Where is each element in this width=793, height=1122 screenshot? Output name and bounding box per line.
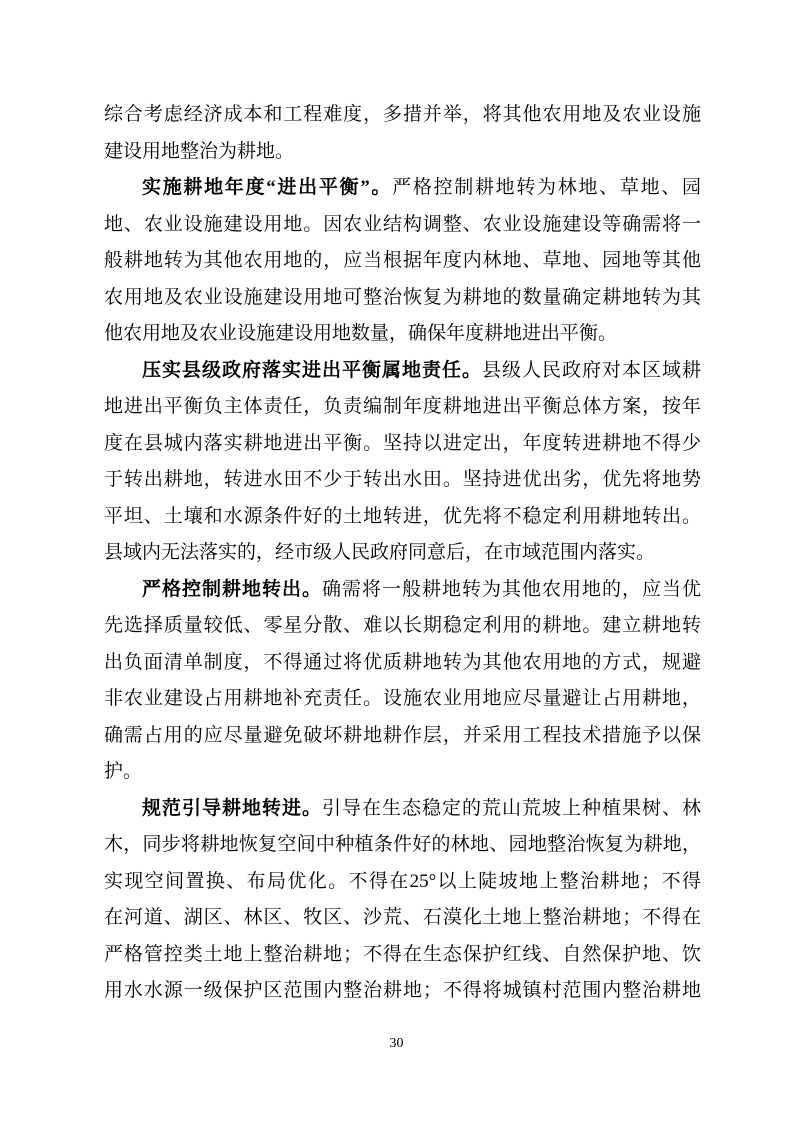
text-line: 般耕地转为其他农用地的，应当根据年度内林地、草地、园地等其他 [104,250,701,271]
page-number: 30 [389,1036,404,1051]
text-line: 出负面清单制度，不得通过将优质耕地转为其他农用地的方式，规避 [104,651,701,673]
page-footer [0,1034,793,1054]
text-line: 于转出耕地，转进水田不少于转出水田。坚持进优出劣，优先将地势 [104,469,701,490]
text-line: 县域内无法落实的，经市级人民政府同意后，在市域范围内落实。 [104,542,656,563]
text-line: 木，同步将耕地恢复空间中种植条件好的林地、园地整治恢复为耕地， [104,834,701,855]
text-line: 严格管控类土地上整治耕地；不得在生态保护红线、自然保护地、饮 [104,943,701,965]
text-line: 压实县级政府落实进出平衡属地责任。县级人民政府对本区域耕 [142,359,701,381]
text-line: 在河道、湖区、林区、牧区、沙荒、石漠化土地上整治耕地；不得在 [104,907,701,928]
text-line: 实施耕地年度“进出平衡”。严格控制耕地转为林地、草地、园 [142,177,701,198]
document-body [104,97,701,1010]
paragraph-lead: 实施耕地年度“进出平衡”。 [142,177,393,198]
text-line: 地进出平衡负主体责任，负责编制年度耕地进出平衡总体方案，按年 [104,396,701,417]
paragraph-lead: 规范引导耕地转进。 [142,797,322,819]
text-line: 确需占用的应尽量避免破坏耕地耕作层，并采用工程技术措施予以保 [104,724,701,746]
text-line: 规范引导耕地转进。引导在生态稳定的荒山荒坡上种植果树、林 [142,797,701,819]
text-line: 地、农业设施建设用地。因农业结构调整、农业设施建设等确需将一 [104,213,701,235]
text-line: 严格控制耕地转出。确需将一般耕地转为其他农用地的，应当优 [142,578,701,600]
text-line: 先选择质量较低、零星分散、难以长期稳定利用的耕地。建立耕地转 [104,615,701,636]
text-line: 综合考虑经济成本和工程难度，多措并举，将其他农用地及农业设施 [104,104,701,125]
text-line: 非农业建设占用耕地补充责任。设施农业用地应尽量避让占用耕地， [104,688,701,709]
text-line: 用水水源一级保护区范围内整治耕地；不得将城镇村范围内整治耕地 [104,980,701,1001]
text-line: 护。 [104,761,143,782]
text-line: 实现空间置换、布局优化。不得在25°以上陡坡地上整治耕地；不得 [104,870,701,892]
text-line: 平坦、土壤和水源条件好的土地转进，优先将不稳定利用耕地转出。 [104,505,701,527]
text-line: 建设用地整治为耕地。 [104,140,295,162]
paragraph-lead: 压实县级政府落实进出平衡属地责任。 [142,359,482,381]
paragraph-lead: 严格控制耕地转出。 [142,578,322,600]
text-line: 度在县城内落实耕地进出平衡。坚持以进定出，年度转进耕地不得少 [104,432,701,454]
text-line: 他农用地及农业设施建设用地数量，确保年度耕地进出平衡。 [104,323,618,344]
text-line: 农用地及农业设施建设用地可整治恢复为耕地的数量确定耕地转为其 [104,286,701,308]
